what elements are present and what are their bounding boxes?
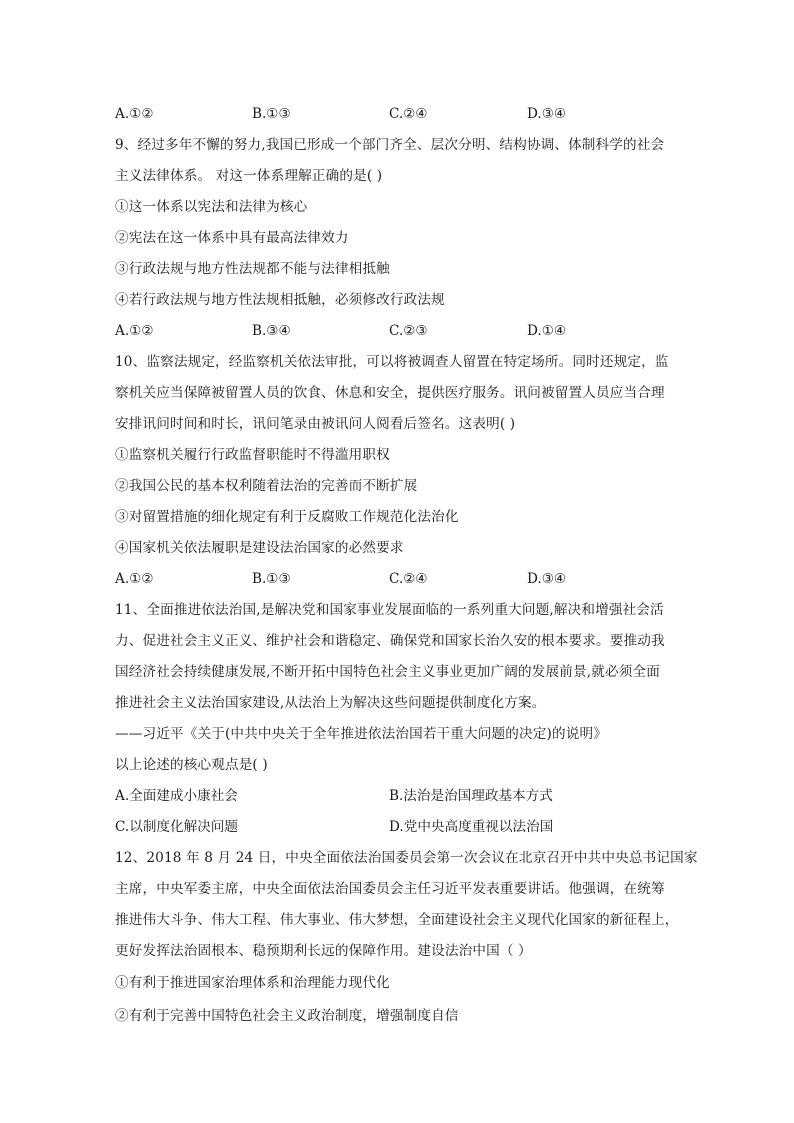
q11-question: 以上论述的核心观点是( ) xyxy=(115,757,268,773)
q11-stem-line-4: 推进社会主义法治国家建设,从法治上为解决这些问题提供制度化方案。 xyxy=(115,695,546,711)
q9-option-c: C.②③ xyxy=(389,323,428,339)
q10-statement-2: ②我国公民的基本权利随着法治的完善而不断扩展 xyxy=(115,478,418,494)
q9-option-a: A.①② xyxy=(115,323,154,339)
q9-option-b: B.③④ xyxy=(252,323,291,339)
q11-stem-line-3: 国经济社会持续健康发展,不断开拓中国特色社会主义事业更加广阔的发展前景,就必须全面 xyxy=(115,664,660,680)
q10-statement-1: ①监察机关履行行政监督职能时不得滥用职权 xyxy=(115,447,390,463)
q11-option-d: D.党中央高度重视以法治国 xyxy=(389,819,554,835)
q9-stem-line-2: 主义法律体系。 对这一体系理解正确的是( ) xyxy=(115,168,383,184)
q11-stem-line-2: 力、促进社会主义正义、维护社会和谐稳定、确保党和国家长治久安的根本要求。要推动我 xyxy=(115,633,665,649)
q9-stem-line-1: 9、经过多年不懈的努力,我国已形成一个部门齐全、层次分明、结构协调、体制科学的社会 xyxy=(115,137,665,153)
q9-statement-4: ④若行政法规与地方性法规相抵触，必须修改行政法规 xyxy=(115,292,445,308)
q10-stem-line-1: 10、监察法规定，经监察机关依法审批，可以将被调查人留置在特定场所。同时还规定，监 xyxy=(115,354,669,370)
q10-option-a: A.①② xyxy=(115,571,154,587)
q9-option-d: D.①④ xyxy=(527,323,567,339)
q12-stem-line-3: 推进伟大斗争、伟大工程、伟大事业、伟大梦想，全面建设社会主义现代化国家的新征程上， xyxy=(115,912,679,928)
q10-option-b: B.①③ xyxy=(252,571,291,587)
q12-statement-2: ②有利于完善中国特色社会主义政治制度，增强制度自信 xyxy=(115,1008,459,1024)
q8-option-c: C.②④ xyxy=(389,106,428,122)
q11-option-c: C.以制度化解决问题 xyxy=(115,819,238,835)
q8-option-a: A.①② xyxy=(115,106,154,122)
q12-statement-1: ①有利于推进国家治理体系和治理能力现代化 xyxy=(115,975,390,991)
q11-option-a: A.全面建成小康社会 xyxy=(115,788,238,804)
q10-statement-4: ④国家机关依法履职是建设法治国家的必然要求 xyxy=(115,540,404,556)
q12-stem-line-1: 12、2018 年 8 月 24 日，中央全面依法治国委员会第一次会议在北京召开中共中央总书记国家 xyxy=(115,850,698,866)
q11-quote-source: ——习近平《关于(中共中央关于全年推进依法治国若干重大问题的决定)的说明》 xyxy=(115,726,607,742)
q10-stem-line-2: 察机关应当保障被留置人员的饮食、休息和安全，提供医疗服务。讯问被留置人员应当合理 xyxy=(115,385,665,401)
q9-statement-1: ①这一体系以宪法和法律为核心 xyxy=(115,199,308,215)
q12-stem-line-4: 更好发挥法治固根本、稳预期利长远的保障作用。建设法治中国（ ） xyxy=(115,943,532,959)
q10-option-d: D.③④ xyxy=(527,571,567,587)
q9-statement-2: ②宪法在这一体系中具有最高法律效力 xyxy=(115,230,349,246)
q10-option-c: C.②④ xyxy=(389,571,428,587)
q8-option-b: B.①③ xyxy=(252,106,291,122)
q11-stem-line-1: 11、全面推进依法治国,是解决党和国家事业发展面临的一系列重大问题,解决和增强社会活 xyxy=(115,602,664,618)
q11-option-b: B.法治是治国理政基本方式 xyxy=(389,788,553,804)
q9-statement-3: ③行政法规与地方性法规都不能与法律相抵触 xyxy=(115,261,390,277)
q10-statement-3: ③对留置措施的细化规定有利于反腐败工作规范化法治化 xyxy=(115,509,459,525)
q8-option-d: D.③④ xyxy=(527,106,567,122)
q12-stem-line-2: 主席，中央军委主席，中央全面依法治国委员会主任习近平发表重要讲话。他强调，在统筹 xyxy=(115,881,665,897)
q10-stem-line-3: 安排讯问时间和时长，讯问笔录由被讯问人阅看后签名。这表明( ) xyxy=(115,416,516,432)
